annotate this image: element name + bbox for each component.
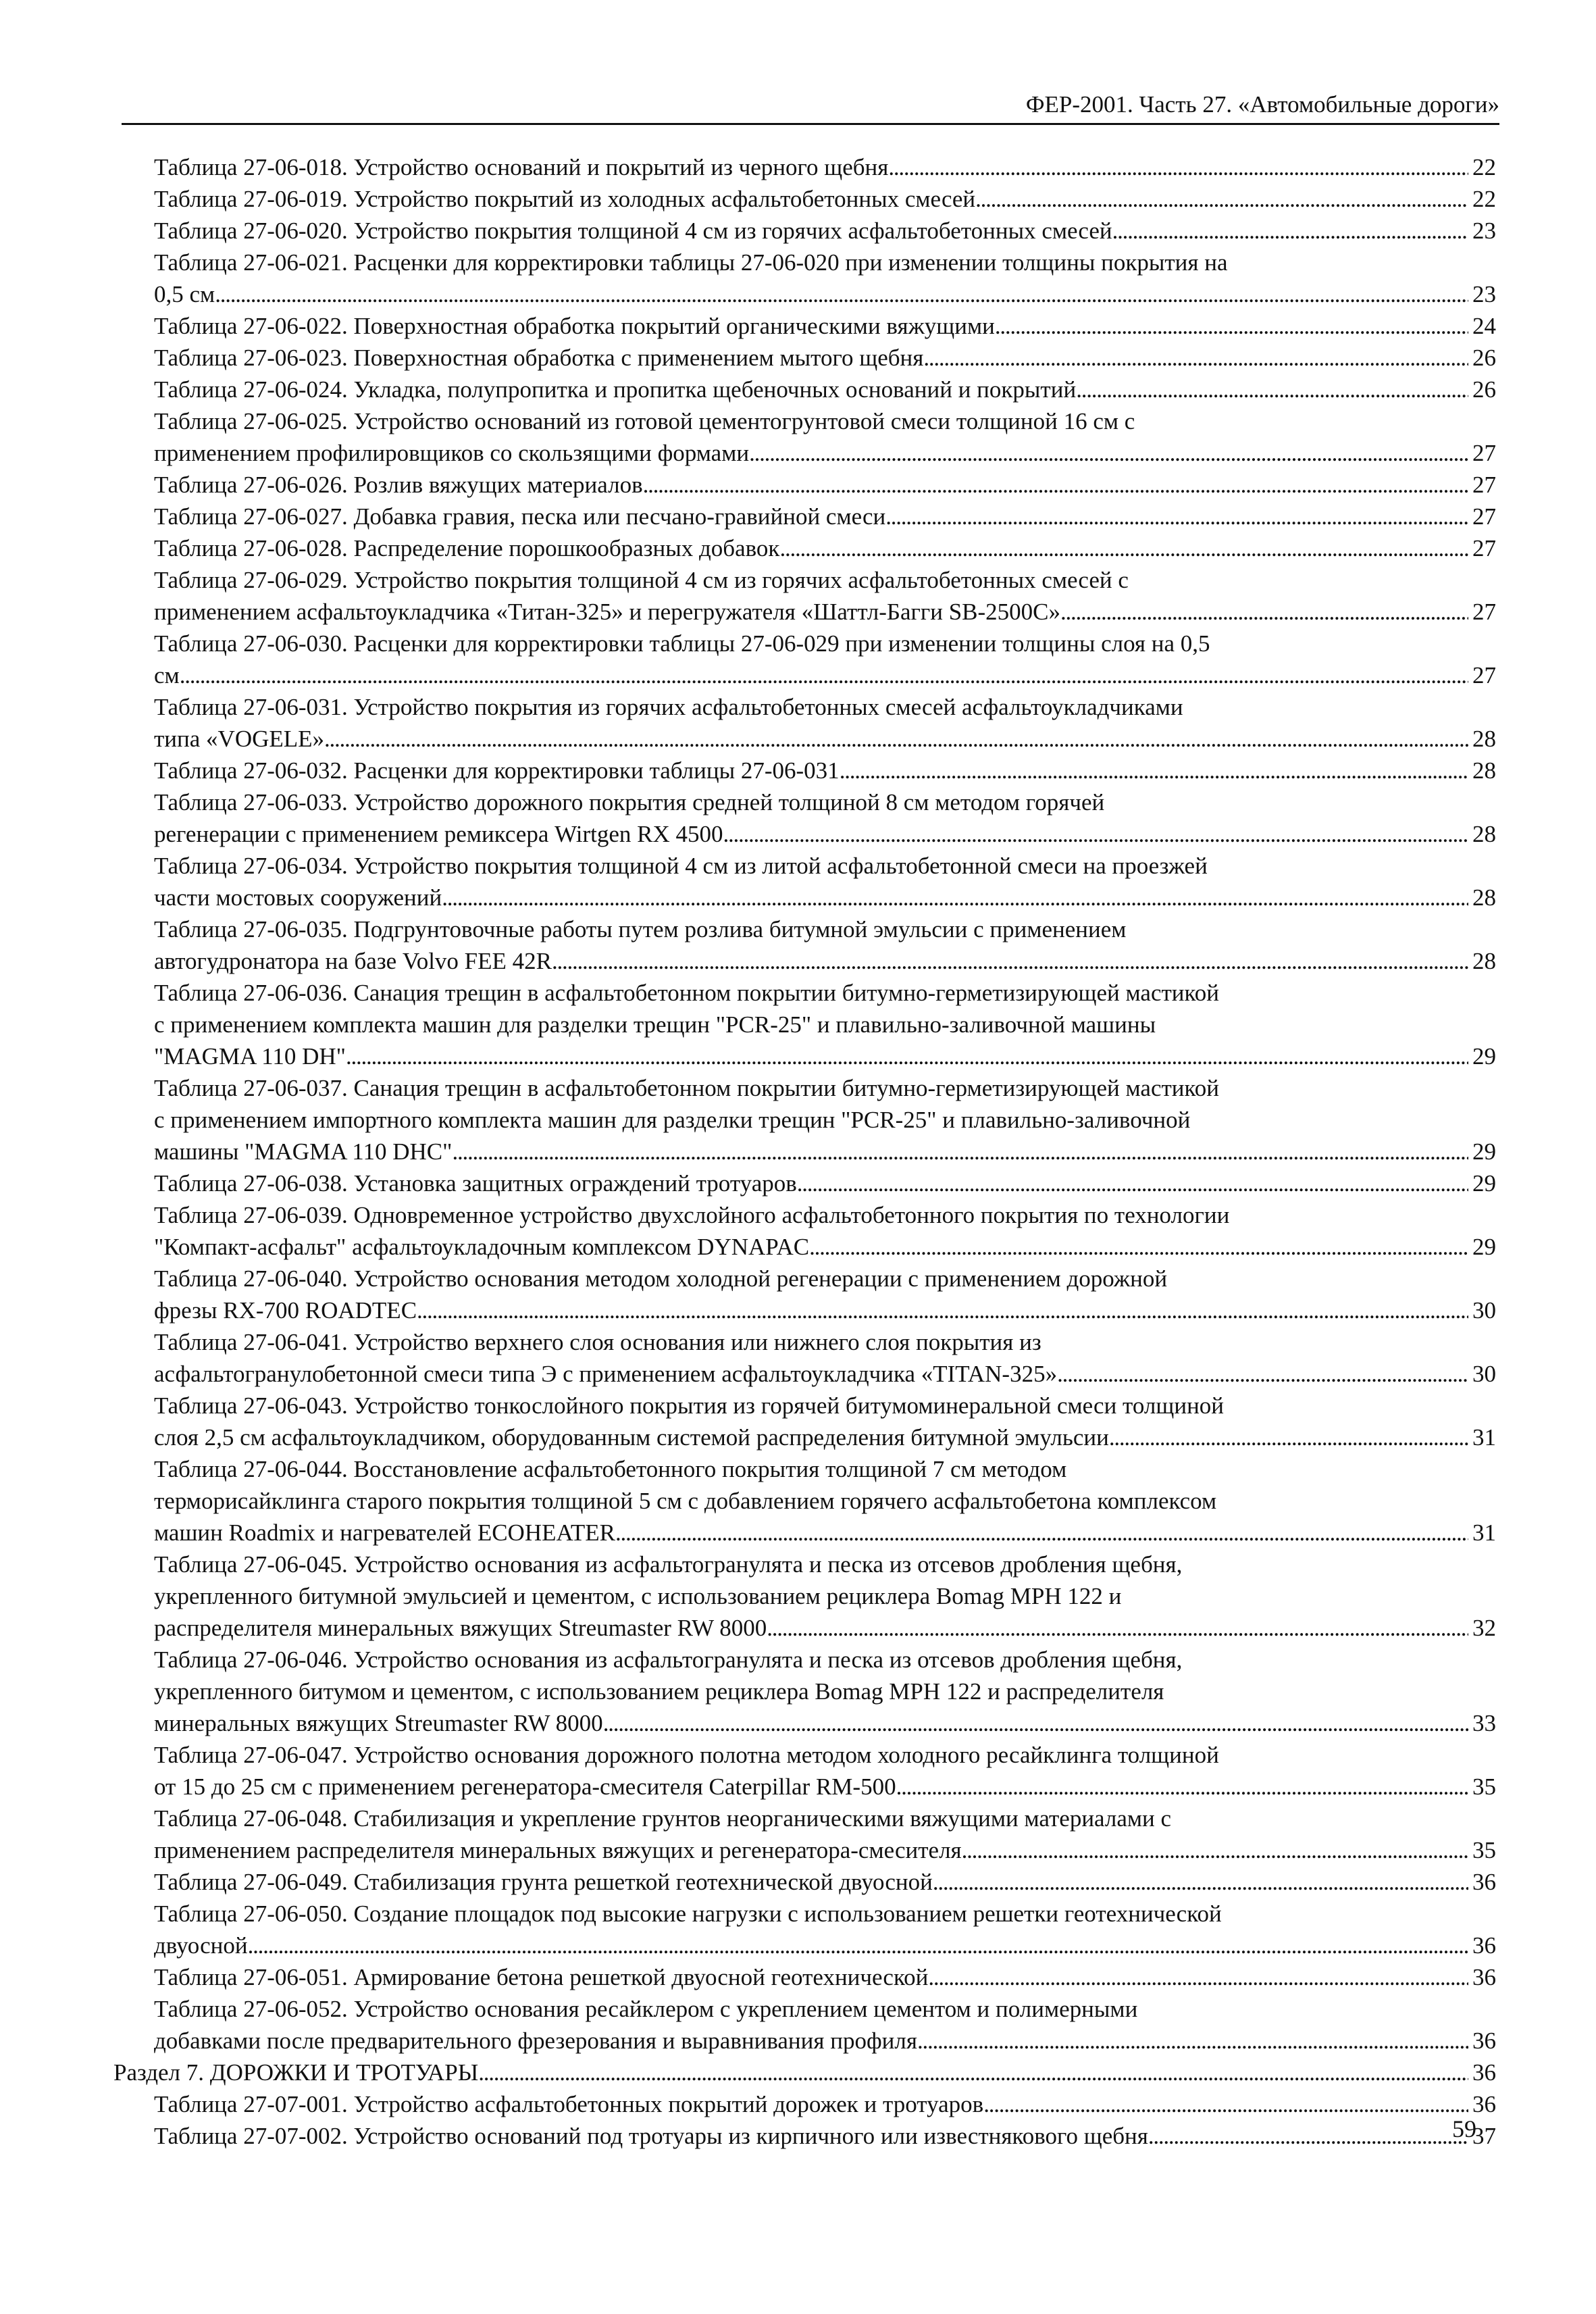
toc-entry-line bbox=[154, 659, 1496, 691]
toc-entry-text: двуосной bbox=[154, 1932, 248, 1959]
toc-entry-text: Раздел 7. ДОРОЖКИ И ТРОТУАРЫ bbox=[113, 2059, 479, 2086]
toc-entry-text: Таблица 27-06-045. Устройство основания из асфальтогранулята и песка из отсевов дробления щебня, bbox=[154, 1551, 1183, 1578]
toc-entry-text: с применением комплекта машин для разделки трещин "PCR-25" и плавильно-заливочной машины bbox=[154, 1011, 1156, 1038]
toc-page-number: 30 bbox=[1472, 1297, 1496, 1324]
dot-leader bbox=[797, 1167, 1468, 1199]
toc-entry-line bbox=[154, 596, 1496, 628]
document-title: ФЕР-2001. Часть 27. «Автомобильные дороги» bbox=[1025, 91, 1499, 118]
toc-entry-line bbox=[154, 913, 1496, 945]
toc-entry-line bbox=[154, 628, 1496, 659]
toc-entry[interactable] bbox=[113, 1453, 1496, 1549]
toc-entry-text: части мостовых сооружений bbox=[154, 884, 442, 911]
toc-page-number: 30 bbox=[1472, 1361, 1496, 1387]
toc-entry-text: Таблица 27-06-033. Устройство дорожного покрытия средней толщиной 8 см методом горячей bbox=[154, 789, 1105, 815]
toc-entry-text: Таблица 27-06-044. Восстановление асфальтобетонного покрытия толщиной 7 см методом bbox=[154, 1456, 1067, 1482]
toc-entry-line bbox=[154, 1136, 1496, 1167]
toc-entry-text: Таблица 27-07-001. Устройство асфальтобетонных покрытий дорожек и тротуаров bbox=[154, 2091, 984, 2117]
toc-entry-line bbox=[154, 818, 1496, 850]
toc-page-number: 28 bbox=[1472, 757, 1496, 784]
toc-entry-text: терморисайклинга старого покрытия толщиной 5 см с добавлением горячего асфальтобетона комплексом bbox=[154, 1488, 1217, 1514]
dot-leader bbox=[1057, 1358, 1468, 1390]
toc-entry-line bbox=[154, 1739, 1496, 1771]
toc-page-number: 27 bbox=[1472, 503, 1496, 530]
page-header bbox=[122, 88, 1499, 125]
toc-entry-line bbox=[154, 1771, 1496, 1803]
toc-entry[interactable] bbox=[113, 342, 1496, 374]
toc-page-number: 28 bbox=[1472, 948, 1496, 974]
toc-entry-line bbox=[154, 1358, 1496, 1390]
toc-entry-text: Таблица 27-07-002. Устройство оснований под тротуары из кирпичного или известнякового щебня bbox=[154, 2123, 1148, 2149]
toc-page-number: 29 bbox=[1472, 1043, 1496, 1070]
dot-leader bbox=[896, 1771, 1468, 1803]
toc-entry-line bbox=[154, 1644, 1496, 1676]
toc-entry-line bbox=[154, 945, 1496, 977]
toc-page-number: 22 bbox=[1472, 186, 1496, 212]
toc-entry-text: Таблица 27-06-027. Добавка гравия, песка или песчано-гравийной смеси bbox=[154, 503, 886, 530]
toc-entry[interactable] bbox=[113, 1961, 1496, 1993]
dot-leader bbox=[888, 151, 1468, 183]
dot-leader bbox=[643, 469, 1468, 501]
toc-entry-line bbox=[154, 691, 1496, 723]
toc-page-number: 32 bbox=[1472, 1615, 1496, 1641]
dot-leader bbox=[723, 818, 1468, 850]
toc-entry-line bbox=[154, 310, 1496, 342]
toc-entry-line bbox=[154, 1961, 1496, 1993]
toc-entry-line bbox=[154, 1930, 1496, 1961]
toc-entry-text: Таблица 27-06-035. Подгрунтовочные работы путем розлива битумной эмульсии с применением bbox=[154, 916, 1127, 942]
toc-entry[interactable] bbox=[113, 215, 1496, 247]
toc-entry-line bbox=[154, 1167, 1496, 1199]
toc-page-number: 26 bbox=[1472, 345, 1496, 371]
toc-entry-line bbox=[154, 1866, 1496, 1898]
toc-entry-text: регенерации с применением ремиксера Wirtgen RX 4500 bbox=[154, 821, 723, 847]
toc-entry[interactable] bbox=[113, 755, 1496, 786]
dot-leader bbox=[779, 532, 1468, 564]
toc-page-number: 27 bbox=[1472, 535, 1496, 561]
toc-entry-text: применением асфальтоукладчика «Титан-325» и перегружателя «Шаттл-Багги SB-2500С» bbox=[154, 599, 1061, 625]
toc-entry-text: Таблица 27-06-023. Поверхностная обработка с применением мытого щебня bbox=[154, 345, 924, 371]
toc-entry[interactable] bbox=[113, 247, 1496, 310]
toc-entry[interactable] bbox=[113, 691, 1496, 755]
toc-entry[interactable] bbox=[113, 501, 1496, 532]
dot-leader bbox=[975, 183, 1468, 215]
toc-page-number: 26 bbox=[1472, 376, 1496, 403]
toc-entry-line bbox=[154, 755, 1496, 786]
toc-entry-text: применением профилировщиков со скользящими формами bbox=[154, 440, 750, 466]
toc-entry-text: Таблица 27-06-048. Стабилизация и укрепление грунтов неорганическими вяжущими материалами с bbox=[154, 1805, 1172, 1832]
toc-entry-line bbox=[154, 247, 1496, 278]
toc-entry-text: минеральных вяжущих Streumaster RW 8000 bbox=[154, 1710, 603, 1736]
toc-entry-line bbox=[154, 1834, 1496, 1866]
dot-leader bbox=[885, 501, 1468, 532]
toc-entry-line bbox=[154, 1707, 1496, 1739]
toc-page-number: 22 bbox=[1472, 154, 1496, 180]
toc-entry-text: слоя 2,5 см асфальтоукладчиком, оборудованным системой распределения битумной эмульсии bbox=[154, 1424, 1109, 1451]
toc-entry[interactable] bbox=[113, 1199, 1496, 1263]
toc-entry-text: фрезы RX-700 ROADTEC bbox=[154, 1297, 417, 1324]
toc-page-number: 24 bbox=[1472, 313, 1496, 339]
toc-entry-text: Таблица 27-06-028. Распределение порошкообразных добавок bbox=[154, 535, 780, 561]
toc-entry[interactable] bbox=[113, 1866, 1496, 1898]
toc-page-number: 31 bbox=[1472, 1424, 1496, 1451]
toc-section-entry[interactable] bbox=[113, 2057, 1496, 2088]
toc-entry-line bbox=[154, 850, 1496, 882]
toc-entry[interactable] bbox=[113, 1898, 1496, 1961]
toc-entry[interactable] bbox=[113, 469, 1496, 501]
toc-entry[interactable] bbox=[113, 374, 1496, 405]
toc-entry-text: машин Roadmix и нагревателей ECOHEATER bbox=[154, 1519, 615, 1546]
toc-entry[interactable] bbox=[113, 1803, 1496, 1866]
toc-entry[interactable] bbox=[113, 405, 1496, 469]
toc-entry-line bbox=[154, 1199, 1496, 1231]
toc-page-number: 35 bbox=[1472, 1837, 1496, 1863]
toc-entry-line bbox=[154, 1580, 1496, 1612]
dot-leader bbox=[552, 945, 1468, 977]
toc-entry[interactable] bbox=[113, 1326, 1496, 1390]
toc-entry-line bbox=[154, 977, 1496, 1009]
toc-entry-text: Таблица 27-06-032. Расценки для корректировки таблицы 27-06-031 bbox=[154, 757, 840, 784]
dot-leader bbox=[923, 342, 1468, 374]
dot-leader bbox=[917, 2025, 1468, 2057]
toc-entry-line bbox=[154, 1009, 1496, 1040]
dot-leader bbox=[933, 1866, 1468, 1898]
dot-leader bbox=[1109, 1422, 1468, 1453]
toc-page-number: 29 bbox=[1472, 1234, 1496, 1260]
toc-entry-text: Таблица 27-06-041. Устройство верхнего слоя основания или нижнего слоя покрытия из bbox=[154, 1329, 1041, 1355]
toc-page-number: 23 bbox=[1472, 218, 1496, 244]
toc-entry-text: Таблица 27-06-039. Одновременное устройство двухслойного асфальтобетонного покрытия по технологии bbox=[154, 1202, 1230, 1228]
toc-entry[interactable] bbox=[113, 1390, 1496, 1453]
toc-page-number: 27 bbox=[1472, 599, 1496, 625]
toc-entry-line bbox=[154, 1517, 1496, 1549]
toc-entry-text: Таблица 27-06-051. Армирование бетона решеткой двуосной геотехнической bbox=[154, 1964, 929, 1990]
toc-entry-text: распределителя минеральных вяжущих Streumaster RW 8000 bbox=[154, 1615, 767, 1641]
dot-leader bbox=[215, 278, 1468, 310]
toc-page-number: 27 bbox=[1472, 472, 1496, 498]
toc-entry-text: автогудронатора на базе Volvo FEE 42R bbox=[154, 948, 552, 974]
toc-entry-line bbox=[154, 882, 1496, 913]
toc-entry-text: Таблица 27-06-025. Устройство оснований из готовой цементогрунтовой смеси толщиной 16 см с bbox=[154, 408, 1135, 434]
dot-leader bbox=[767, 1612, 1468, 1644]
toc-entry-text: "Компакт-асфальт" асфальтоукладочным комплексом DYNAPAC bbox=[154, 1234, 810, 1260]
toc-entry-line bbox=[113, 2057, 1496, 2088]
toc-page-number: 28 bbox=[1472, 726, 1496, 752]
toc-entry-line bbox=[154, 215, 1496, 247]
toc-entry-line bbox=[154, 1263, 1496, 1294]
toc-entry[interactable] bbox=[113, 151, 1496, 183]
toc-page-number: 28 bbox=[1472, 821, 1496, 847]
toc-entry-line bbox=[154, 1549, 1496, 1580]
toc-entry-line bbox=[154, 2088, 1496, 2120]
dot-leader bbox=[603, 1707, 1468, 1739]
toc-entry-text: 0,5 см bbox=[154, 281, 215, 307]
toc-entry[interactable] bbox=[113, 183, 1496, 215]
toc-entry-line bbox=[154, 1993, 1496, 2025]
toc-entry-text: Таблица 27-06-026. Розлив вяжущих материалов bbox=[154, 472, 643, 498]
toc-page-number: 35 bbox=[1472, 1774, 1496, 1800]
toc-entry-line bbox=[154, 786, 1496, 818]
toc-entry-text: Таблица 27-06-020. Устройство покрытия толщиной 4 см из горячих асфальтобетонных смесей bbox=[154, 218, 1112, 244]
toc-entry-text: "MAGMA 110 DH" bbox=[154, 1043, 346, 1070]
toc-entry-text: Таблица 27-06-052. Устройство основания ресайклером с укреплением цементом и полимерными bbox=[154, 1996, 1138, 2022]
toc-entry[interactable] bbox=[113, 786, 1496, 850]
toc-entry-text: укрепленного битумной эмульсией и цементом, с использованием рециклера Bomag MPH 122 и bbox=[154, 1583, 1122, 1609]
toc-entry[interactable] bbox=[113, 1993, 1496, 2057]
toc-entry-text: Таблица 27-06-040. Устройство основания методом холодной регенерации с применением дорожной bbox=[154, 1265, 1168, 1292]
toc-entry-line bbox=[154, 1803, 1496, 1834]
toc-entry-line bbox=[154, 1676, 1496, 1707]
toc-entry-line bbox=[154, 469, 1496, 501]
toc-entry-line bbox=[154, 1612, 1496, 1644]
toc-entry-text: машины "MAGMA 110 DHC" bbox=[154, 1138, 453, 1165]
toc-entry-line bbox=[154, 1072, 1496, 1104]
toc-page-number: 36 bbox=[1472, 2028, 1496, 2054]
toc-page-number: 36 bbox=[1472, 2091, 1496, 2117]
toc-entry-line bbox=[154, 1485, 1496, 1517]
toc-entry-text: Таблица 27-06-036. Санация трещин в асфальтобетонном покрытии битумно-герметизирующей мастикой bbox=[154, 980, 1219, 1006]
toc-page-number: 36 bbox=[1472, 1932, 1496, 1959]
toc-page-number: 33 bbox=[1472, 1710, 1496, 1736]
toc-page-number: 27 bbox=[1472, 440, 1496, 466]
toc-entry[interactable] bbox=[113, 1739, 1496, 1803]
dot-leader bbox=[346, 1040, 1468, 1072]
toc-entry[interactable] bbox=[113, 1263, 1496, 1326]
toc-page-number: 29 bbox=[1472, 1138, 1496, 1165]
toc-entry-line bbox=[154, 532, 1496, 564]
toc-entry-text: Таблица 27-06-034. Устройство покрытия толщиной 4 см из литой асфальтобетонной смеси на проезжей bbox=[154, 853, 1208, 879]
toc-entry-line bbox=[154, 2120, 1496, 2152]
toc-entry-text: Таблица 27-06-049. Стабилизация грунта решеткой геотехнической двуосной bbox=[154, 1869, 933, 1895]
toc-entry-text: типа «VOGELE» bbox=[154, 726, 325, 752]
toc-entry-text: Таблица 27-06-046. Устройство основания из асфальтогранулята и песка из отсевов дробления щебня, bbox=[154, 1646, 1183, 1673]
toc-page-number: 31 bbox=[1472, 1519, 1496, 1546]
toc-entry-line bbox=[154, 1040, 1496, 1072]
toc-entry-text: Таблица 27-06-022. Поверхностная обработка покрытий органическими вяжущими bbox=[154, 313, 995, 339]
dot-leader bbox=[928, 1961, 1468, 1993]
dot-leader bbox=[1060, 596, 1468, 628]
toc-entry[interactable] bbox=[113, 2120, 1496, 2152]
toc-entry[interactable] bbox=[113, 850, 1496, 913]
dot-leader bbox=[1148, 2120, 1468, 2152]
toc-entry-text: Таблица 27-06-029. Устройство покрытия толщиной 4 см из горячих асфальтобетонных смесей с bbox=[154, 567, 1129, 593]
toc-page-number: 36 bbox=[1472, 1964, 1496, 1990]
dot-leader bbox=[995, 310, 1468, 342]
toc-entry[interactable] bbox=[113, 1167, 1496, 1199]
dot-leader bbox=[615, 1517, 1468, 1549]
toc-entry-text: Таблица 27-06-031. Устройство покрытия из горячих асфальтобетонных смесей асфальтоукладчиками bbox=[154, 694, 1183, 720]
toc-entry-line bbox=[154, 1231, 1496, 1263]
dot-leader bbox=[962, 1834, 1468, 1866]
toc-entry[interactable] bbox=[113, 532, 1496, 564]
toc-entry-text: от 15 до 25 см с применением регенератора-смесителя Caterpillar RM-500 bbox=[154, 1774, 896, 1800]
dot-leader bbox=[324, 723, 1468, 755]
dot-leader bbox=[1112, 215, 1468, 247]
toc-entry[interactable] bbox=[113, 1549, 1496, 1644]
toc-entry[interactable] bbox=[113, 564, 1496, 628]
toc-entry-text: с применением импортного комплекта машин для разделки трещин "PCR-25" и плавильно-заливочной bbox=[154, 1107, 1191, 1133]
toc-entry-line bbox=[154, 437, 1496, 469]
toc-entry-text: Таблица 27-06-037. Санация трещин в асфальтобетонном покрытии битумно-герметизирующей мастикой bbox=[154, 1075, 1219, 1101]
toc-entry[interactable] bbox=[113, 1072, 1496, 1167]
toc-entry-text: применением распределителя минеральных вяжущих и регенератора-смесителя bbox=[154, 1837, 962, 1863]
toc-entry-text: Таблица 27-06-021. Расценки для корректировки таблицы 27-06-020 при изменении толщины покрытия на bbox=[154, 249, 1228, 276]
toc-page-number: 28 bbox=[1472, 884, 1496, 911]
toc-entry[interactable] bbox=[113, 310, 1496, 342]
dot-leader bbox=[180, 659, 1468, 691]
dot-leader bbox=[478, 2057, 1468, 2088]
toc-entry-text: Таблица 27-06-038. Установка защитных ограждений тротуаров bbox=[154, 1170, 797, 1197]
toc-entry-text: Таблица 27-06-043. Устройство тонкослойного покрытия из горячей битумоминеральной смеси толщиной bbox=[154, 1392, 1225, 1419]
toc-page-number: 29 bbox=[1472, 1170, 1496, 1197]
toc-entry-text: Таблица 27-06-018. Устройство оснований и покрытий из черного щебня bbox=[154, 154, 889, 180]
toc-entry-line bbox=[154, 564, 1496, 596]
dot-leader bbox=[983, 2088, 1468, 2120]
toc-entry[interactable] bbox=[113, 977, 1496, 1072]
toc-entry-line bbox=[154, 501, 1496, 532]
toc-entry-line bbox=[154, 1104, 1496, 1136]
toc-page-number: 37 bbox=[1472, 2123, 1496, 2149]
toc-entry-text: см bbox=[154, 662, 180, 688]
dot-leader bbox=[442, 882, 1468, 913]
table-of-contents bbox=[113, 151, 1496, 2152]
toc-entry-line bbox=[154, 2025, 1496, 2057]
toc-entry[interactable] bbox=[113, 2088, 1496, 2120]
dot-leader bbox=[452, 1136, 1468, 1167]
toc-entry-line bbox=[154, 1326, 1496, 1358]
toc-page-number: 36 bbox=[1472, 2059, 1496, 2086]
toc-entry-line bbox=[154, 1390, 1496, 1422]
toc-entry[interactable] bbox=[113, 1644, 1496, 1739]
page-number: 59 bbox=[1452, 2115, 1476, 2142]
toc-entry-line bbox=[154, 405, 1496, 437]
toc-entry-line bbox=[154, 342, 1496, 374]
toc-entry-text: Таблица 27-06-047. Устройство основания дорожного полотна методом холодного ресайклинга толщиной bbox=[154, 1742, 1219, 1768]
toc-page-number: 36 bbox=[1472, 1869, 1496, 1895]
toc-entry-line bbox=[154, 1294, 1496, 1326]
toc-entry[interactable] bbox=[113, 913, 1496, 977]
toc-entry-line bbox=[154, 374, 1496, 405]
toc-page-number: 27 bbox=[1472, 662, 1496, 688]
toc-entry-text: Таблица 27-06-019. Устройство покрытий из холодных асфальтобетонных смесей bbox=[154, 186, 976, 212]
dot-leader bbox=[840, 755, 1468, 786]
toc-entry-text: Таблица 27-06-024. Укладка, полупропитка и пропитка щебеночных оснований и покрытий bbox=[154, 376, 1077, 403]
toc-entry-line bbox=[154, 1422, 1496, 1453]
toc-entry-text: укрепленного битумом и цементом, с использованием рециклера Bomag MPH 122 и распределителя bbox=[154, 1678, 1164, 1705]
dot-leader bbox=[417, 1294, 1468, 1326]
toc-entry-line bbox=[154, 1453, 1496, 1485]
toc-entry[interactable] bbox=[113, 628, 1496, 691]
toc-entry-line bbox=[154, 723, 1496, 755]
toc-entry-line bbox=[154, 1898, 1496, 1930]
toc-entry-text: Таблица 27-06-030. Расценки для корректировки таблицы 27-06-029 при изменении толщины слоя на 0,5 bbox=[154, 630, 1210, 657]
toc-entry-text: асфальтогранулобетонной смеси типа Э с применением асфальтоукладчика «TITAN-325» bbox=[154, 1361, 1058, 1387]
dot-leader bbox=[248, 1930, 1468, 1961]
dot-leader bbox=[1076, 374, 1468, 405]
toc-entry-line bbox=[154, 151, 1496, 183]
toc-page-number: 23 bbox=[1472, 281, 1496, 307]
toc-entry-line bbox=[154, 183, 1496, 215]
toc-entry-text: Таблица 27-06-050. Создание площадок под высокие нагрузки с использованием решетки геотехнической bbox=[154, 1901, 1222, 1927]
toc-entry-line bbox=[154, 278, 1496, 310]
dot-leader bbox=[809, 1231, 1468, 1263]
toc-entry-text: добавками после предварительного фрезерования и выравнивания профиля bbox=[154, 2028, 917, 2054]
dot-leader bbox=[749, 437, 1468, 469]
